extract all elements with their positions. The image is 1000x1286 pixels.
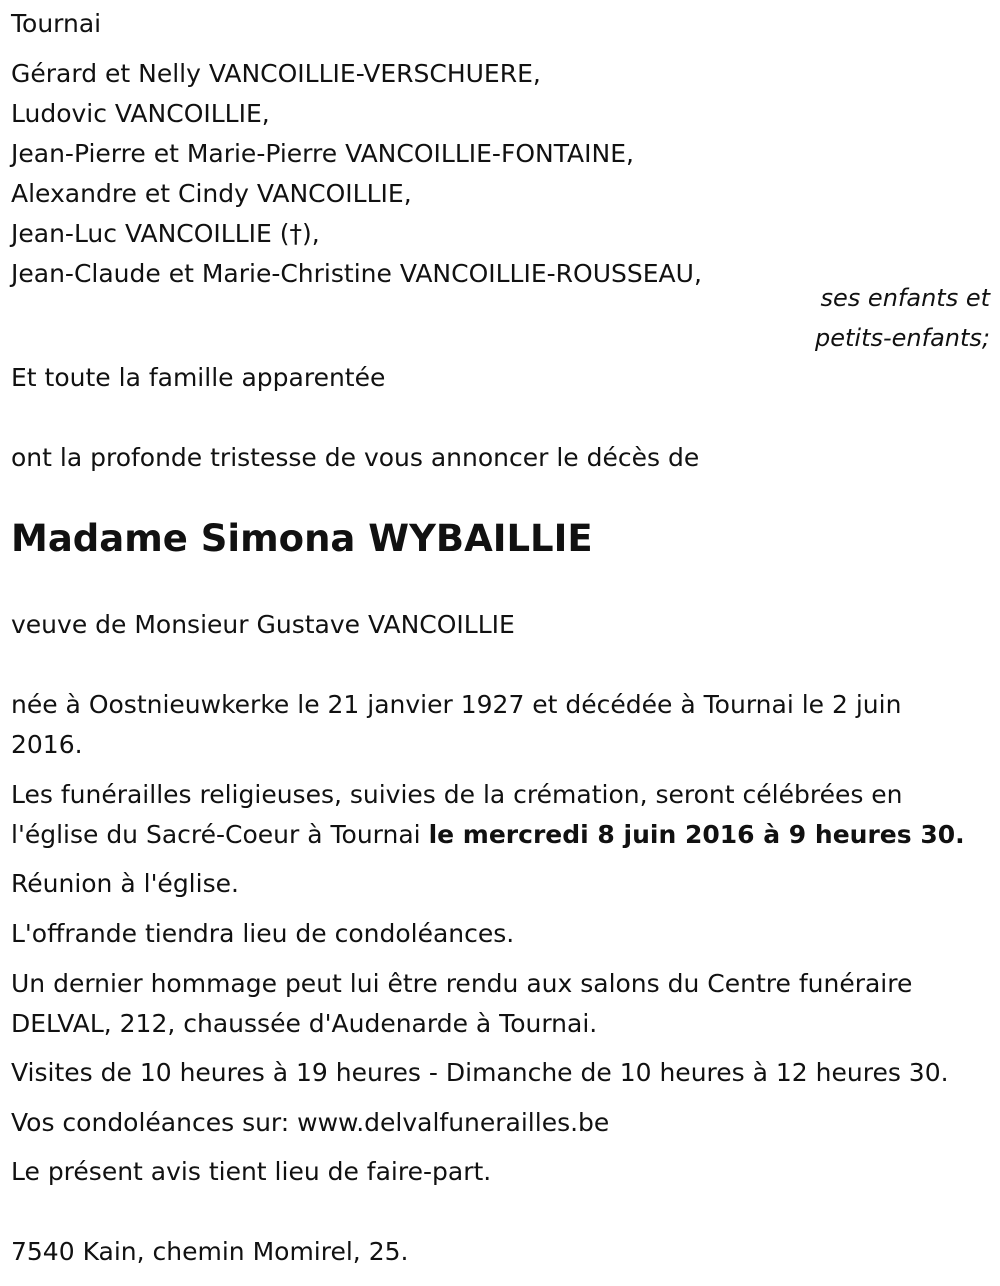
family-member: Jean-Luc VANCOILLIE (†), (11, 219, 320, 248)
grandchildren-note: petits-enfants; (815, 324, 990, 352)
funeral-datetime: le mercredi 8 juin 2016 à 9 heures 30. (428, 820, 965, 849)
announcement: ont la profonde tristesse de vous annoncer le décès de (11, 443, 700, 472)
city: Tournai (11, 9, 102, 38)
funeral-location: l'église du Sacré-Coeur à Tournai (11, 820, 429, 849)
condolences: Vos condoléances sur: www.delvalfunerailles.be (11, 1108, 610, 1137)
family-member: Jean-Claude et Marie-Christine VANCOILLIE-ROUSSEAU, (11, 259, 702, 288)
tribute-line: DELVAL, 212, chaussée d'Audenarde à Tournai. (11, 1009, 598, 1038)
funeral-line: Les funérailles religieuses, suivies de la crémation, seront célébrées en (11, 780, 903, 809)
family-member: Ludovic VANCOILLIE, (11, 99, 270, 128)
children-note: ses enfants et (820, 284, 990, 312)
family-member: Jean-Pierre et Marie-Pierre VANCOILLIE-FONTAINE, (11, 139, 634, 168)
family-member: Alexandre et Cindy VANCOILLIE, (11, 179, 412, 208)
offering: L'offrande tiendra lieu de condoléances. (11, 919, 515, 948)
extended-family: Et toute la famille apparentée (11, 363, 386, 392)
deceased-name: Madame Simona WYBAILLIE (11, 517, 593, 560)
birth-death-line: née à Oostnieuwkerke le 21 janvier 1927 et décédée à Tournai le 2 juin (11, 690, 902, 719)
visits: Visites de 10 heures à 19 heures - Dimanche de 10 heures à 12 heures 30. (11, 1058, 949, 1087)
notice: Le présent avis tient lieu de faire-part. (11, 1157, 492, 1186)
birth-death-line: 2016. (11, 730, 83, 759)
widow-of: veuve de Monsieur Gustave VANCOILLIE (11, 610, 515, 639)
address: 7540 Kain, chemin Momirel, 25. (11, 1237, 409, 1266)
meeting: Réunion à l'église. (11, 869, 239, 898)
funeral-line (11, 815, 965, 855)
family-member: Gérard et Nelly VANCOILLIE-VERSCHUERE, (11, 59, 541, 88)
tribute-line: Un dernier hommage peut lui être rendu aux salons du Centre funéraire (11, 969, 913, 998)
